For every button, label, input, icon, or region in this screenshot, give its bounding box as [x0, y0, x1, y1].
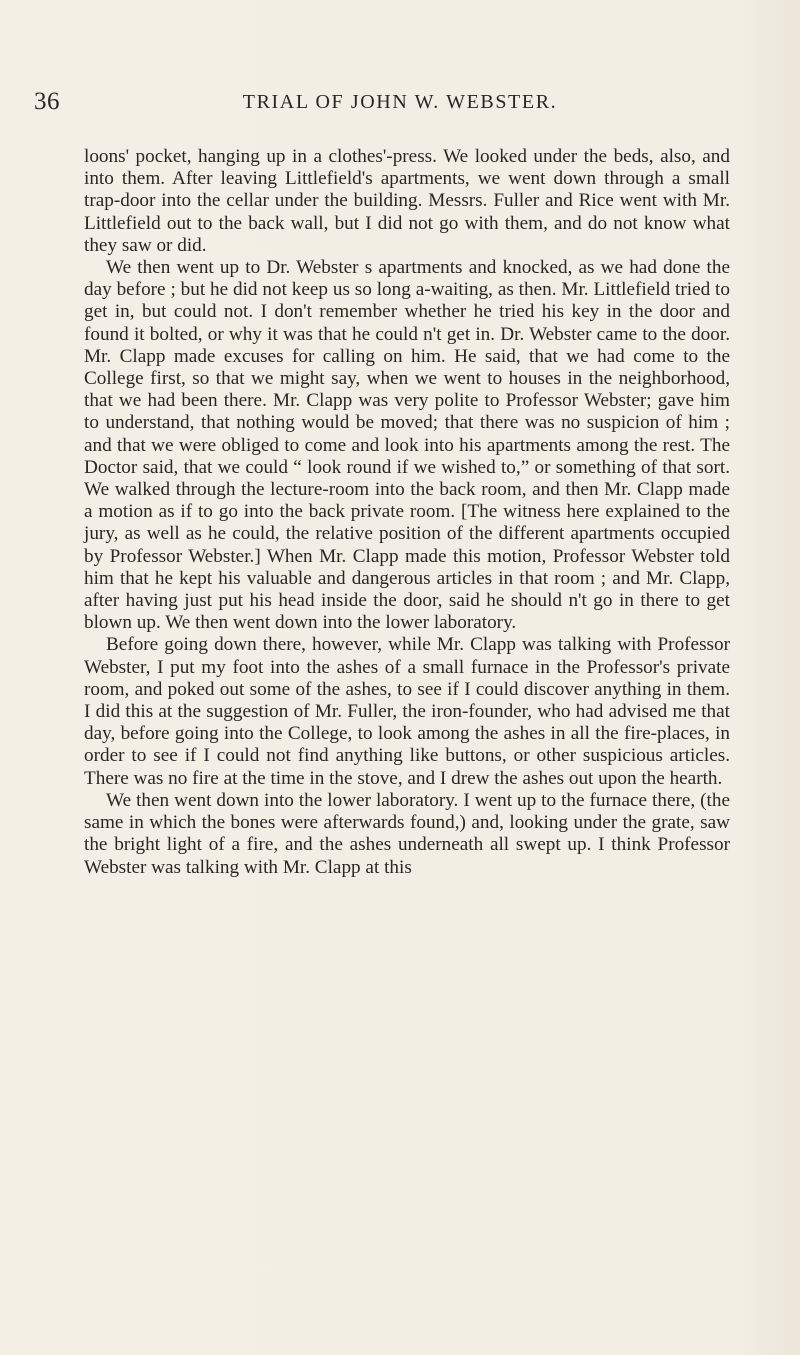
- paragraph: Before going down there, however, while Mr. Clapp was talking with Professor Webster, I put my foot into the ashes of a small furnace in the Professor's private room, and poked out some of the ashes, to see if I could discover anything in them. I did this at the suggestion of Mr. Fuller, the iron-founder, who had advised me that day, before going into the College, to look among the ashes in all the fire-places, in order to see if I could not find anything like buttons, or other suspicious articles. There was no fire at the time in the stove, and I drew the ashes out upon the hearth.: [84, 634, 730, 789]
- page-number: 36: [34, 88, 60, 115]
- paragraph: loons' pocket, hanging up in a clothes'-press. We looked under the beds, also, and into them. After leaving Littlefield's apartments, we went down through a small trap-door into the cellar under the building. Messrs. Fuller and Rice went with Mr. Littlefield out to the back wall, but I did not go with them, and do not know what they saw or did.: [84, 146, 730, 256]
- paragraph: We then went up to Dr. Webster s apartments and knocked, as we had done the day before ; but he did not keep us so long a-waiting, as then. Mr. Littlefield tried to get in, but could not. I don't remember whether he tried his key in the door and found it bolted, or why it was that he could n't get in. Dr. Webster came to the door. Mr. Clapp made excuses for calling on him. He said, that we had come to the College first, so that we might say, when we went to houses in the neighborhood, that we had been there. Mr. Clapp was very polite to Professor Webster; gave him to understand, that nothing would be moved; that there was no suspicion of him ; and that we were obliged to come and look into his apartments among the rest. The Doctor said, that we could “ look round if we wished to,” or something of that sort. We walked through the lecture-room into the back room, and then Mr. Clapp made a motion as if to go into the back private room. [The witness here explained to the jury, as well as he could, the relative position of the different apartments occupied by Professor Webster.] When Mr. Clapp made this motion, Professor Webster told him that he kept his valuable and dangerous articles in that room ; and Mr. Clapp, after having just put his head inside the door, said he should n't go in there to get blown up. We then went down into the lower laboratory.: [84, 257, 730, 634]
- paragraph: We then went down into the lower laboratory. I went up to the furnace there, (the same in which the bones were afterwards found,) and, looking under the grate, saw the bright light of a fire, and the ashes underneath all swept up. I think Professor Webster was talking with Mr. Clapp at this: [84, 789, 730, 878]
- running-head: TRIAL OF JOHN W. WEBSTER.: [242, 91, 558, 113]
- body-text: [84, 146, 730, 879]
- page-header: [0, 88, 800, 118]
